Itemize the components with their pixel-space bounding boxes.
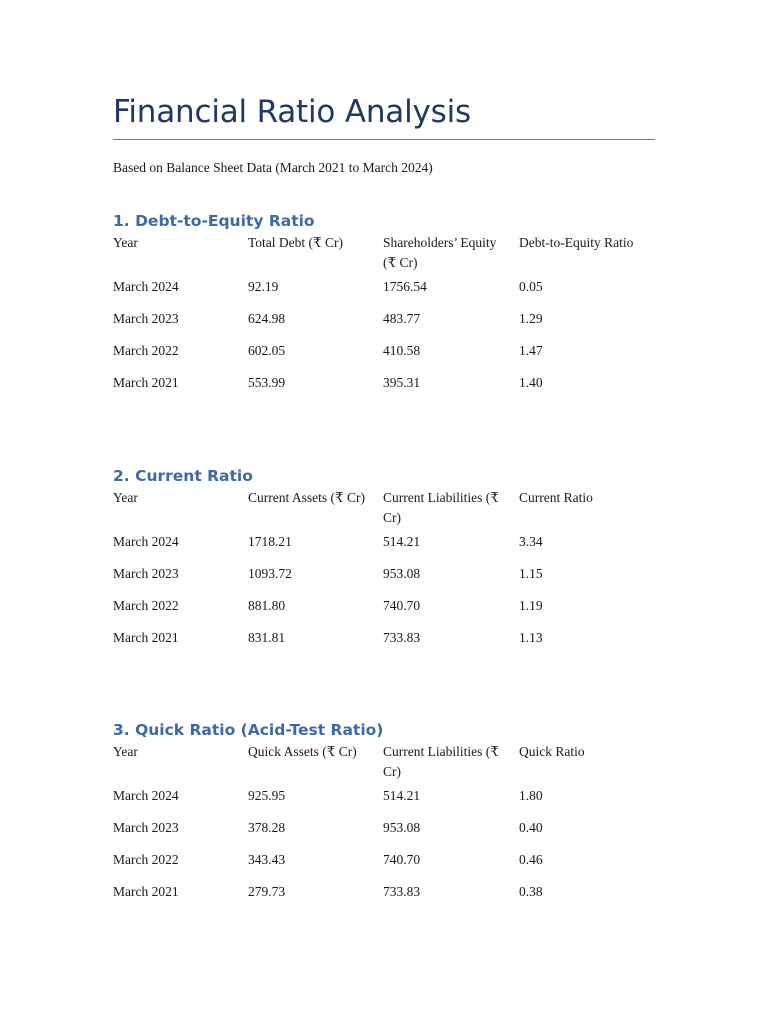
table-cell: 831.81 bbox=[248, 630, 286, 645]
table-cell: 410.58 bbox=[383, 343, 421, 358]
title-divider bbox=[113, 139, 655, 140]
table-cell: 1718.21 bbox=[248, 534, 292, 549]
table-cell: 378.28 bbox=[248, 820, 286, 835]
section-debt-to-equity bbox=[113, 210, 655, 405]
table-cell: 1.29 bbox=[519, 311, 543, 326]
table-cell: 395.31 bbox=[383, 375, 421, 390]
table-cell: 733.83 bbox=[383, 884, 421, 899]
table-row bbox=[113, 596, 655, 628]
column-header: Shareholders’ Equity (₹ Cr) bbox=[383, 235, 497, 270]
table-cell: 1.13 bbox=[519, 630, 543, 645]
table-cell: March 2021 bbox=[113, 884, 179, 899]
document-title: Financial Ratio Analysis bbox=[113, 94, 471, 130]
table-cell: 483.77 bbox=[383, 311, 421, 326]
table-cell: 1093.72 bbox=[248, 566, 292, 581]
column-header: Quick Assets (₹ Cr) bbox=[248, 744, 357, 759]
table-cell: 1756.54 bbox=[383, 279, 427, 294]
section-current-ratio bbox=[113, 465, 655, 660]
table-row bbox=[113, 850, 655, 882]
document-subtitle: Based on Balance Sheet Data (March 2021 to March 2024) bbox=[113, 160, 433, 175]
table-cell: 624.98 bbox=[248, 311, 286, 326]
table-row bbox=[113, 564, 655, 596]
table-cell: 1.40 bbox=[519, 375, 543, 390]
quick-ratio-table bbox=[113, 742, 655, 914]
table-row bbox=[113, 341, 655, 373]
table-row bbox=[113, 373, 655, 405]
table-cell: March 2023 bbox=[113, 820, 179, 835]
table-cell: 925.95 bbox=[248, 788, 286, 803]
column-header: Year bbox=[113, 490, 138, 505]
section-heading: 2. Current Ratio bbox=[113, 467, 253, 485]
table-cell: 514.21 bbox=[383, 534, 421, 549]
table-cell: 0.40 bbox=[519, 820, 543, 835]
table-cell: 733.83 bbox=[383, 630, 421, 645]
section-heading: 1. Debt-to-Equity Ratio bbox=[113, 212, 315, 230]
column-header: Year bbox=[113, 235, 138, 250]
table-row bbox=[113, 309, 655, 341]
table-cell: March 2022 bbox=[113, 343, 179, 358]
section-quick-ratio bbox=[113, 719, 655, 914]
table-cell: March 2021 bbox=[113, 630, 179, 645]
table-cell: March 2024 bbox=[113, 534, 179, 549]
table-cell: March 2021 bbox=[113, 375, 179, 390]
table-header-row bbox=[113, 742, 655, 786]
table-cell: 740.70 bbox=[383, 852, 421, 867]
column-header: Current Assets (₹ Cr) bbox=[248, 490, 365, 505]
table-cell: 553.99 bbox=[248, 375, 286, 390]
table-cell: 343.43 bbox=[248, 852, 286, 867]
table-cell: 881.80 bbox=[248, 598, 286, 613]
table-cell: 514.21 bbox=[383, 788, 421, 803]
table-cell: March 2023 bbox=[113, 566, 179, 581]
column-header: Current Ratio bbox=[519, 490, 593, 505]
column-header: Current Liabilities (₹ Cr) bbox=[383, 744, 499, 779]
table-cell: 0.05 bbox=[519, 279, 543, 294]
table-row bbox=[113, 786, 655, 818]
table-header-row bbox=[113, 233, 655, 277]
table-cell: March 2022 bbox=[113, 852, 179, 867]
table-row bbox=[113, 277, 655, 309]
table-cell: March 2022 bbox=[113, 598, 179, 613]
table-cell: March 2023 bbox=[113, 311, 179, 326]
column-header: Debt-to-Equity Ratio bbox=[519, 235, 634, 250]
table-cell: 602.05 bbox=[248, 343, 286, 358]
table-cell: 279.73 bbox=[248, 884, 286, 899]
table-row bbox=[113, 882, 655, 914]
column-header: Quick Ratio bbox=[519, 744, 585, 759]
section-heading: 3. Quick Ratio (Acid-Test Ratio) bbox=[113, 721, 384, 739]
table-cell: 740.70 bbox=[383, 598, 421, 613]
table-cell: 0.38 bbox=[519, 884, 543, 899]
table-cell: 92.19 bbox=[248, 279, 279, 294]
table-cell: March 2024 bbox=[113, 788, 179, 803]
table-cell: 0.46 bbox=[519, 852, 543, 867]
table-cell: 1.19 bbox=[519, 598, 543, 613]
table-cell: 1.15 bbox=[519, 566, 543, 581]
table-row bbox=[113, 532, 655, 564]
table-cell: 953.08 bbox=[383, 566, 421, 581]
current-ratio-table bbox=[113, 488, 655, 660]
table-header-row bbox=[113, 488, 655, 532]
table-cell: 3.34 bbox=[519, 534, 543, 549]
table-cell: 953.08 bbox=[383, 820, 421, 835]
column-header: Current Liabilities (₹ Cr) bbox=[383, 490, 499, 525]
table-row bbox=[113, 628, 655, 660]
table-cell: March 2024 bbox=[113, 279, 179, 294]
column-header: Total Debt (₹ Cr) bbox=[248, 235, 343, 250]
debt-to-equity-table bbox=[113, 233, 655, 405]
column-header: Year bbox=[113, 744, 138, 759]
table-row bbox=[113, 818, 655, 850]
table-cell: 1.47 bbox=[519, 343, 543, 358]
table-cell: 1.80 bbox=[519, 788, 543, 803]
